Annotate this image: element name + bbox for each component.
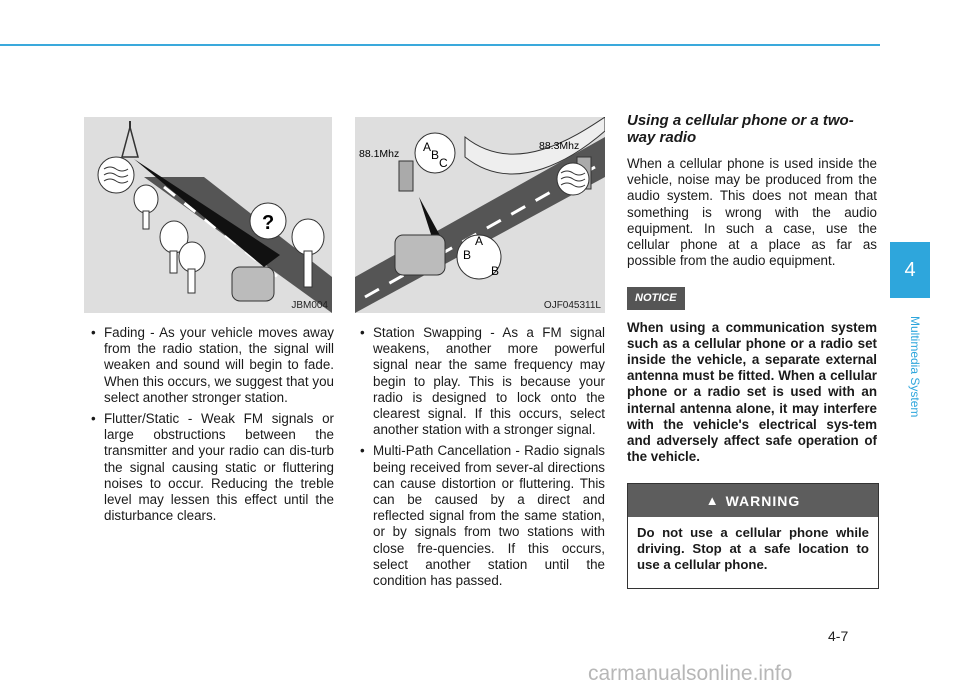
frequency-left: 88.1Mhz [359,148,400,160]
letter-a-top: A [423,140,432,154]
figure-multipath [355,117,605,313]
cellular-paragraph: When a cellular phone is used inside the vehicle, noise may be produced from the audio system. This does not mean that something is wrong with the audio equipment. In such a case, use the cellular phone at a place as far as possible from the audio equipment. [627,156,877,269]
warning-text: Do not use a cellular phone while driving. Stop at a safe location to use a cellular phone. [637,525,869,572]
letter-b-top: B [431,148,440,162]
chapter-title: Multimedia System [908,316,922,418]
watermark: carmanualsonline.info [588,662,793,685]
notice-badge: NOTICE [627,287,685,309]
warning-box [627,483,879,589]
left-column [86,325,334,529]
figure-label-2: OJF045311L [543,300,601,311]
letter-a-car: A [475,234,484,248]
fading-illustration [84,117,332,313]
bullet-station-swapping: • Station Swapping - As a FM signal weakens, another more powerful signal near the same frequency may begin to play. This is because your radio is designed to lock onto the clearest signal. If this occurs, select another station with a stronger signal. [355,325,605,438]
letter-c-top: C [439,156,448,170]
warning-title: WARNING [725,492,801,509]
page-number: 4-7 [828,628,849,644]
figure-label-1: JBM004 [291,300,328,311]
right-column [627,112,877,465]
letter-b-car: B [463,248,472,262]
bullet-flutter: • Flutter/Static - Weak FM signals or large obstructions between the transmitter and your radio can dis-turb the signal causing static or fluttering noises to occur. Reducing the treble level may lessen this effect until the disturbance clears. [86,411,334,524]
multipath-illustration [355,117,605,313]
question-mark: ? [262,212,275,234]
bullet-fading: • Fading - As your vehicle moves away from the radio station, the signal will weaken and sound will begin to fade. When this occurs, we suggest that you select another stronger station. [86,325,334,406]
chapter-tab: 4 [890,242,930,298]
warning-triangle-icon: ▲ [705,493,720,508]
notice-text: When using a communication system such as a cellular phone or a radio set inside the vehicle, a separate external antenna must be fitted. When a cellular phone or a radio set is used with an internal antenna alone, it may interfere with the vehicle's electrical sys-tem and adversely affect safe operation of the vehicle. [627,319,877,465]
middle-column [355,325,605,594]
warning-header [628,484,878,517]
frequency-right: 88.3Mhz [539,140,580,152]
top-rule [0,44,880,46]
figure-fading [84,117,332,313]
section-heading: Using a cellular phone or a two-way radio [627,112,854,146]
letter-b2-car: B [491,264,500,278]
bullet-multipath: • Multi-Path Cancellation - Radio signals being received from sever-al directions can cause distortion or fluttering. This can be caused by a direct and reflected signal from the same station, or by signals from two stations with close fre-quencies. If this occurs, select another station until the condition has passed. [355,443,605,589]
